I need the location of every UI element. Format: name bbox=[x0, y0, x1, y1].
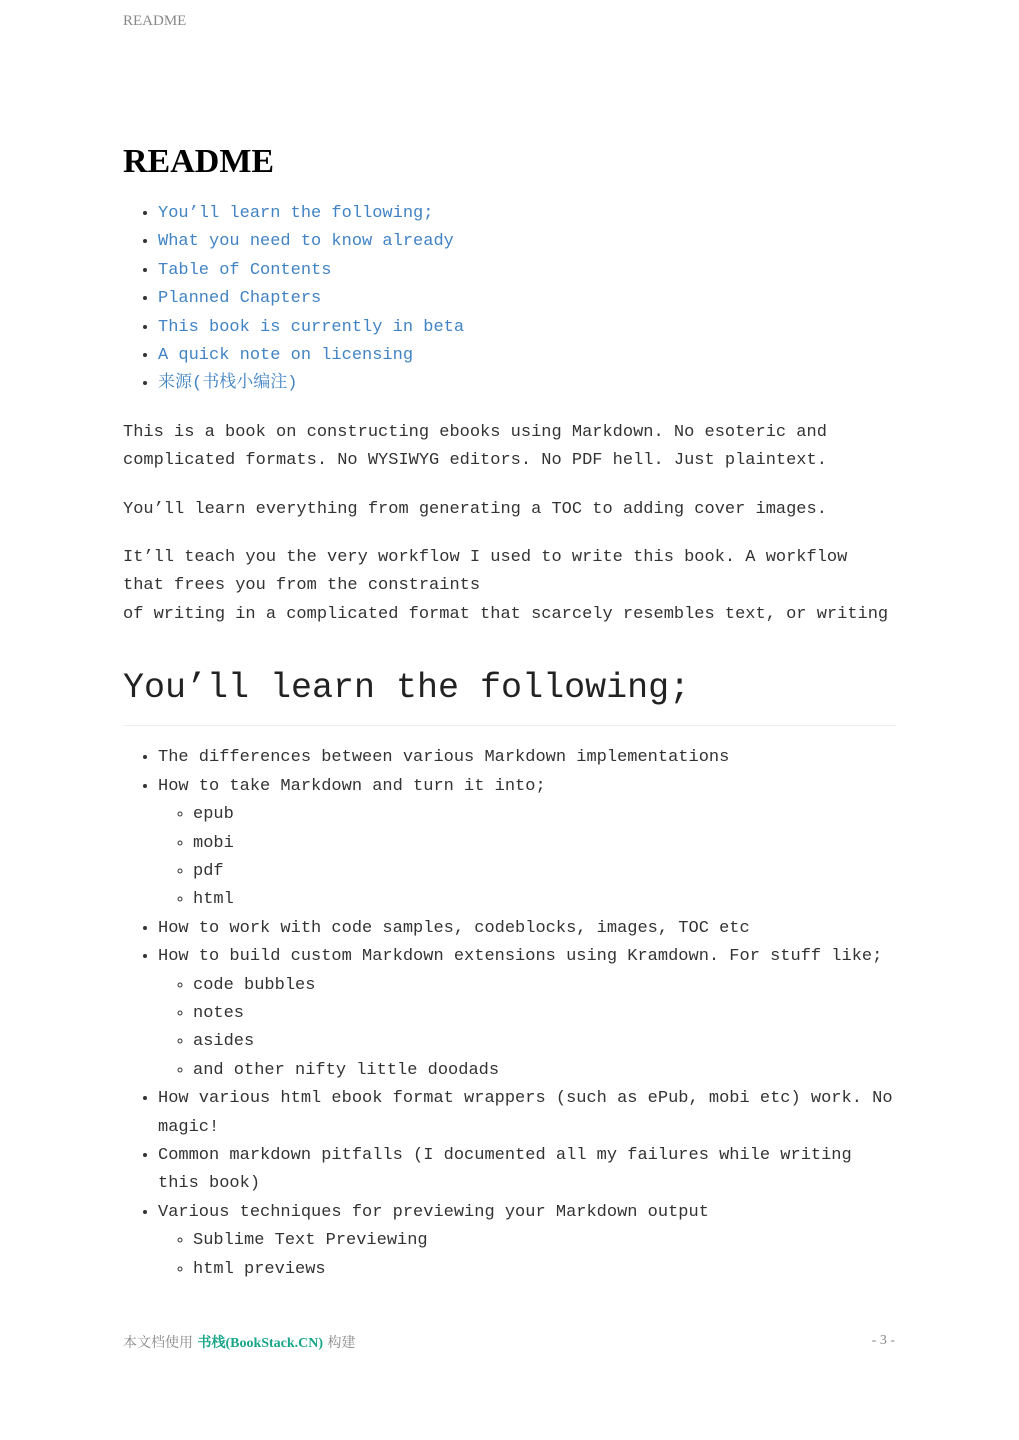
list-item-text: Various techniques for previewing your Markdown output bbox=[158, 1202, 709, 1222]
sub-list bbox=[158, 801, 896, 915]
list-item bbox=[158, 773, 896, 915]
intro-paragraph: You’ll learn everything from generating a TOC to adding cover images. bbox=[123, 499, 827, 519]
toc-link-source[interactable]: 来源(书栈小编注) bbox=[158, 374, 298, 394]
sub-list-item: ◦ Sublime Text Previewing bbox=[193, 1227, 896, 1255]
intro-line: of writing in a complicated format that scarcely resembles text, or writing bbox=[123, 604, 889, 624]
content-area bbox=[123, 140, 896, 1284]
toc-item bbox=[158, 200, 896, 228]
list-item: • Common markdown pitfalls (I documented all my failures while writing this book) bbox=[158, 1142, 896, 1199]
toc-item bbox=[158, 285, 896, 313]
footer-prefix: 本文档使用 bbox=[123, 1335, 198, 1351]
toc-link-contents[interactable]: Table of Contents bbox=[158, 260, 332, 280]
footer-credit bbox=[123, 1332, 356, 1352]
list-item bbox=[158, 1199, 896, 1284]
sub-list-item: ◦ mobi bbox=[193, 830, 896, 858]
intro-line: It’ll teach you the very workflow I used to write this book. A workflow that frees you from the constraints bbox=[123, 548, 848, 596]
toc-link-need-to-know[interactable]: What you need to know already bbox=[158, 232, 454, 252]
list-item bbox=[158, 943, 896, 1085]
toc-link-beta[interactable]: This book is currently in beta bbox=[158, 317, 465, 337]
toc-item bbox=[158, 257, 896, 285]
list-item: • The differences between various Markdown implementations bbox=[158, 744, 896, 772]
page-title: README bbox=[123, 143, 275, 180]
list-item: • How various html ebook format wrappers (such as ePub, mobi etc) work. No magic! bbox=[158, 1085, 896, 1142]
sub-list bbox=[158, 972, 896, 1086]
toc-item bbox=[158, 314, 896, 342]
list-item-text: How to take Markdown and turn it into; bbox=[158, 776, 546, 796]
sub-list-item: ◦ epub bbox=[193, 801, 896, 829]
sub-list-item: ◦ pdf bbox=[193, 858, 896, 886]
list-item: • How to work with code samples, codeblocks, images, TOC etc bbox=[158, 915, 896, 943]
running-header: README bbox=[123, 13, 187, 29]
toc-link-learn[interactable]: You’ll learn the following; bbox=[158, 204, 434, 223]
toc-item bbox=[158, 370, 896, 398]
list-item-text: How to build custom Markdown extensions using Kramdown. For stuff like; bbox=[158, 947, 883, 967]
toc-link-planned-chapters[interactable]: Planned Chapters bbox=[158, 289, 322, 309]
toc-link-licensing[interactable]: A quick note on licensing bbox=[158, 346, 414, 366]
section-heading: You’ll learn the following; bbox=[123, 665, 896, 726]
bookstack-link[interactable]: 书栈(BookStack.CN) bbox=[197, 1336, 324, 1351]
toc-item bbox=[158, 342, 896, 370]
intro-paragraph bbox=[123, 544, 896, 629]
toc-item bbox=[158, 228, 896, 256]
learn-list bbox=[123, 744, 896, 1284]
sub-list-item: ◦ and other nifty little doodads bbox=[193, 1057, 896, 1085]
sub-list-item: ◦ code bubbles bbox=[193, 972, 896, 1000]
sub-list-item: ◦ html bbox=[193, 886, 896, 914]
sub-list-item: ◦ html previews bbox=[193, 1256, 896, 1284]
table-of-contents bbox=[123, 200, 896, 399]
sub-list bbox=[158, 1227, 896, 1284]
sub-list-item: ◦ notes bbox=[193, 1000, 896, 1028]
footer-suffix: 构建 bbox=[323, 1335, 356, 1351]
intro-paragraph: This is a book on constructing ebooks using Markdown. No esoteric and complicated formats. No WYSIWYG editors. No PDF hell. Just plaintext. bbox=[123, 422, 827, 471]
sub-list-item: ◦ asides bbox=[193, 1028, 896, 1056]
page-number: - 3 - bbox=[871, 1333, 895, 1348]
